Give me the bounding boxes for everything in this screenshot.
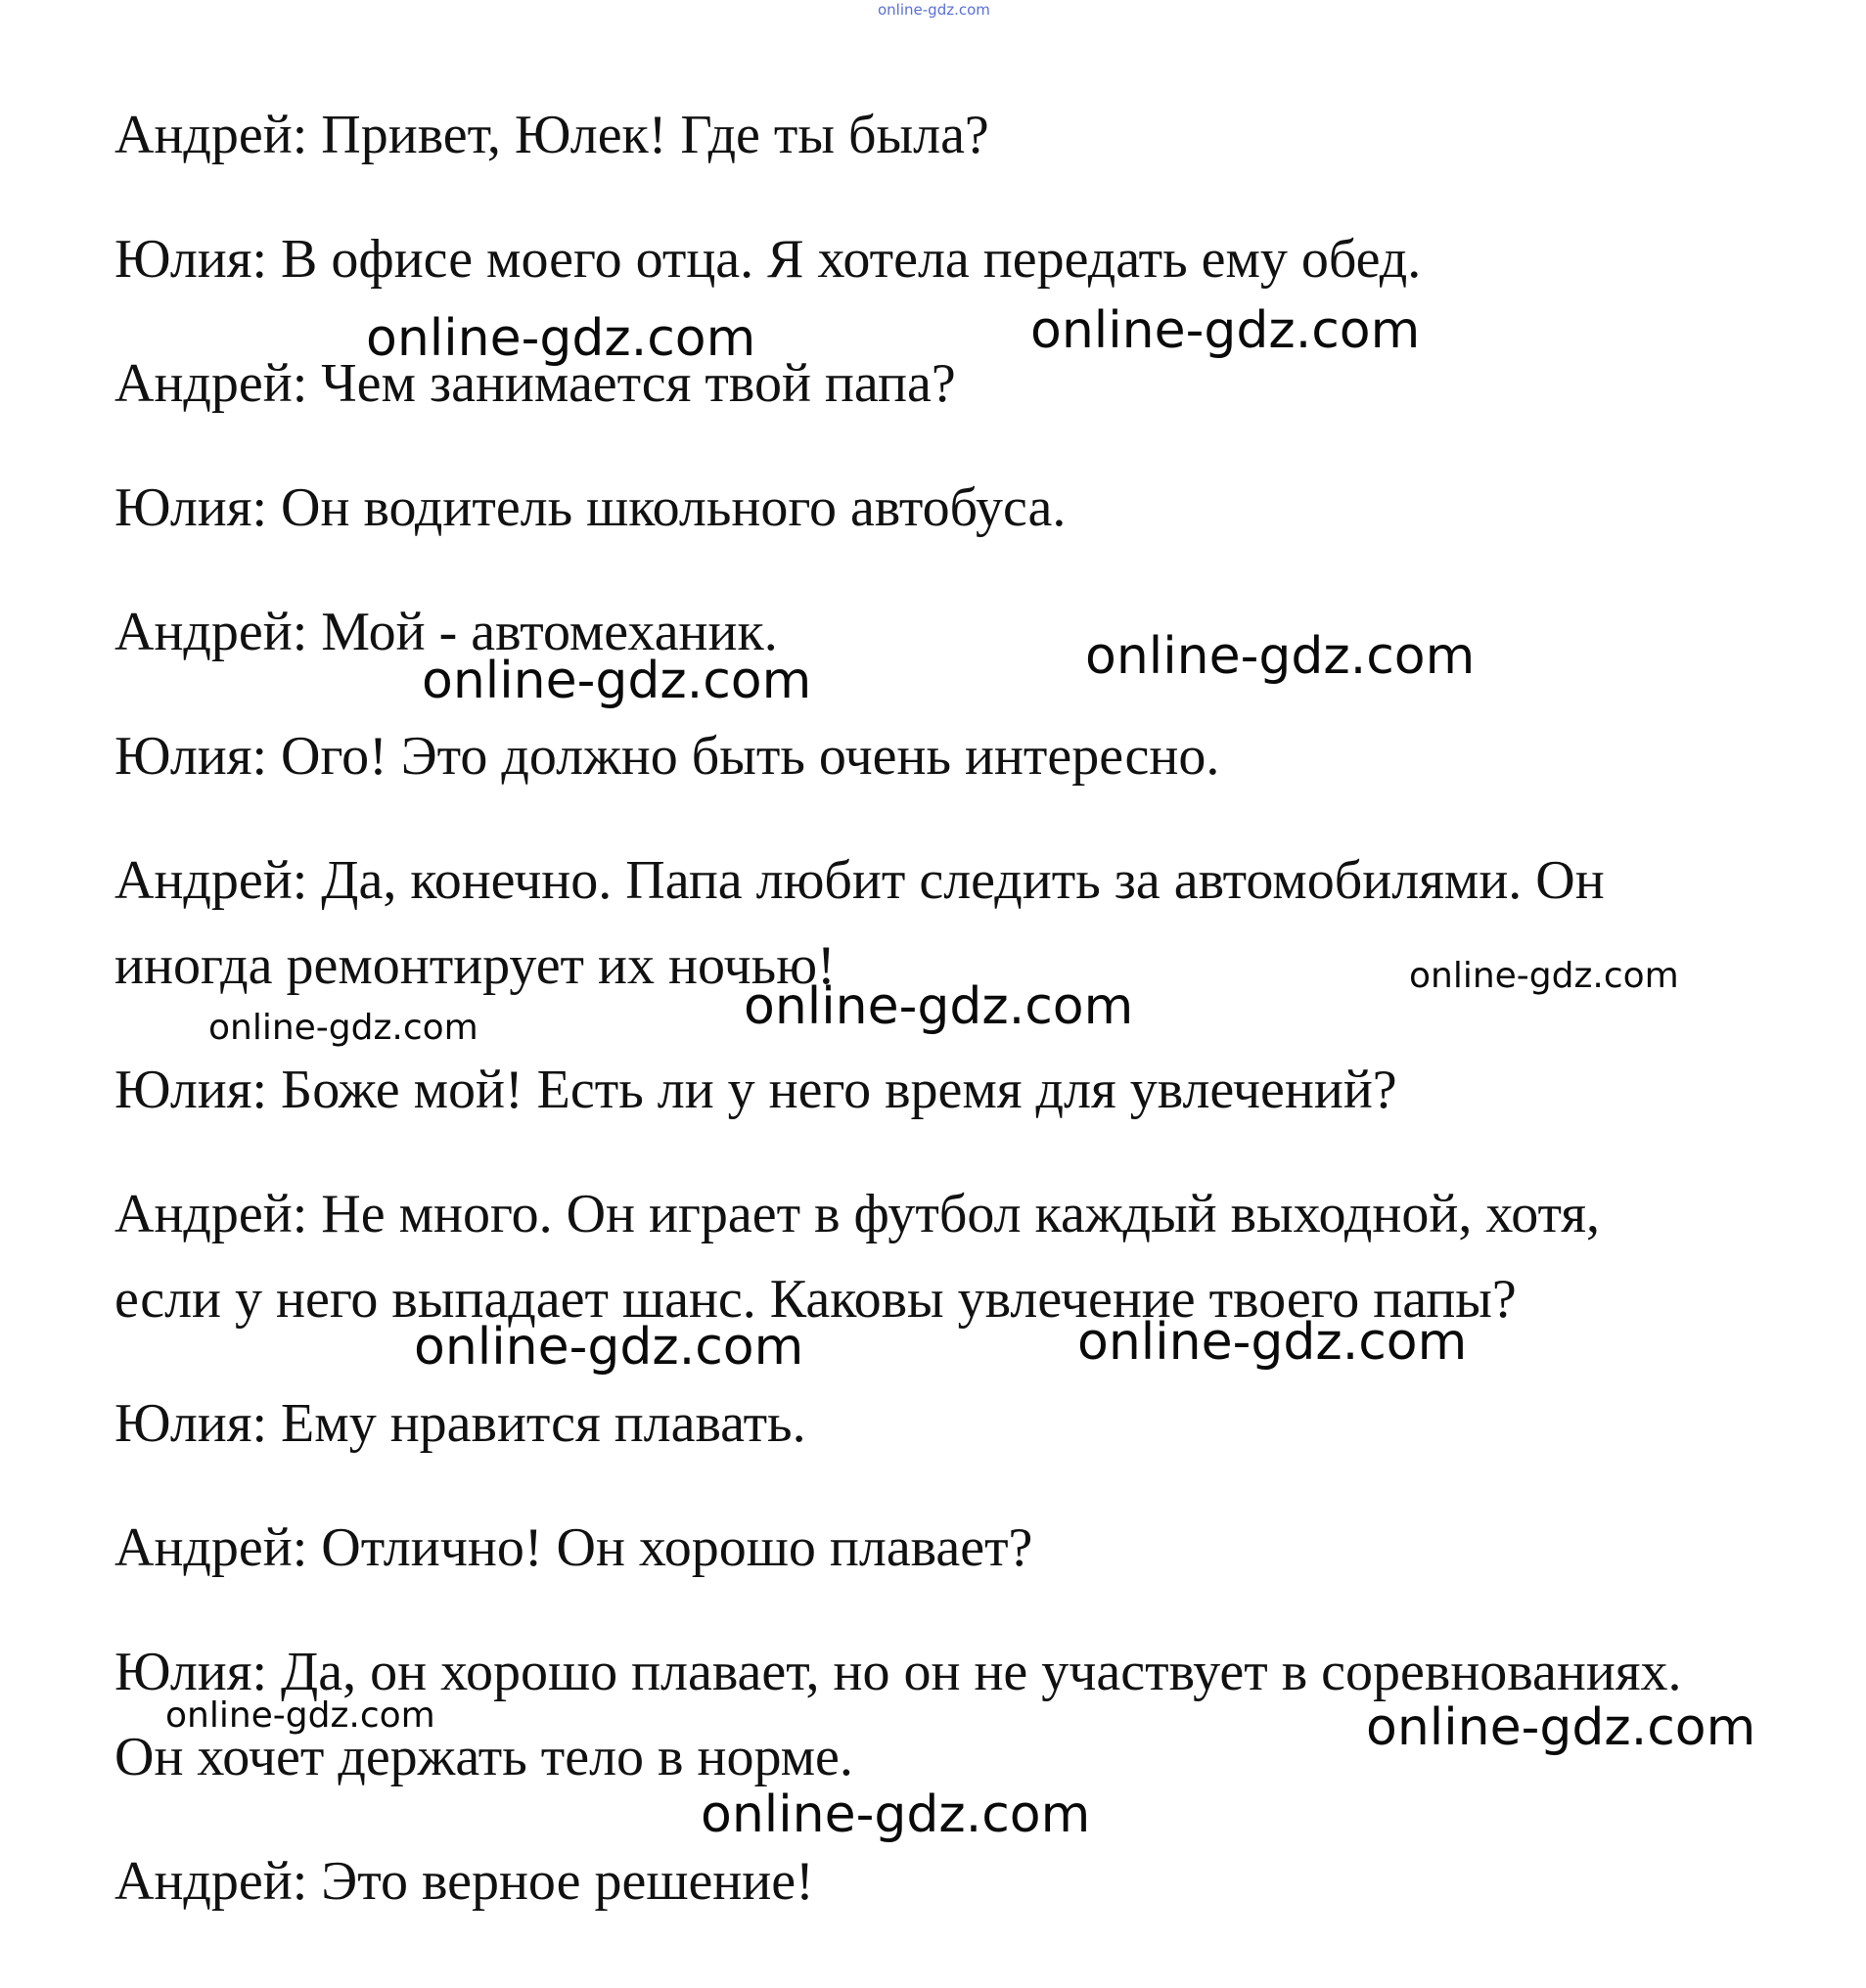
dialogue-line: Андрей: Это верное решение! (114, 1851, 814, 1912)
dialogue-line: Андрей: Чем занимается твой папа? (114, 353, 956, 414)
watermark: online-gdz.com (701, 1785, 1091, 1844)
dialogue-line: Юлия: В офисе моего отца. Я хотела передать ему обед. (114, 229, 1422, 290)
dialogue-line: Юлия: Он водитель школьного автобуса. (114, 477, 1067, 538)
dialogue-line: если у него выпадает шанс. Каковы увлечение твоего папы? (114, 1269, 1517, 1330)
watermark: online-gdz.com (208, 1008, 478, 1048)
watermark: online-gdz.com (1409, 956, 1679, 996)
dialogue-line: Юлия: Боже мой! Есть ли у него время для увлечений? (114, 1060, 1397, 1120)
watermark: online-gdz.com (165, 1695, 435, 1736)
watermark: online-gdz.com (744, 977, 1134, 1036)
dialogue-line: Андрей: Привет, Юлек! Где ты была? (114, 105, 989, 165)
dialogue-line: Андрей: Не много. Он играет в футбол каждый выходной, хотя, (114, 1184, 1600, 1244)
watermark: online-gdz.com (1366, 1698, 1756, 1757)
dialogue-line: Юлия: Ого! Это должно быть очень интересно. (114, 726, 1220, 787)
dialogue-line: Юлия: Да, он хорошо плавает, но он не участвует в соревнованиях. (114, 1642, 1682, 1702)
watermark: online-gdz.com (366, 309, 756, 368)
dialogue-line: иногда ремонтирует их ночью! (114, 935, 836, 996)
dialogue-line: Андрей: Да, конечно. Папа любит следить за автомобилями. Он (114, 850, 1605, 911)
dialogue-line: Он хочет держать тело в норме. (114, 1727, 853, 1787)
site-mark-top: online-gdz.com (878, 1, 990, 19)
watermark: online-gdz.com (414, 1318, 804, 1377)
dialogue-line: Андрей: Отлично! Он хорошо плавает? (114, 1517, 1033, 1578)
watermark: online-gdz.com (1077, 1313, 1468, 1372)
watermark: online-gdz.com (422, 652, 812, 710)
watermark: online-gdz.com (1030, 301, 1421, 360)
dialogue-line: Андрей: Мой - автомеханик. (114, 602, 778, 662)
watermark: online-gdz.com (1085, 627, 1476, 686)
dialogue-line: Юлия: Ему нравится плавать. (114, 1393, 806, 1454)
